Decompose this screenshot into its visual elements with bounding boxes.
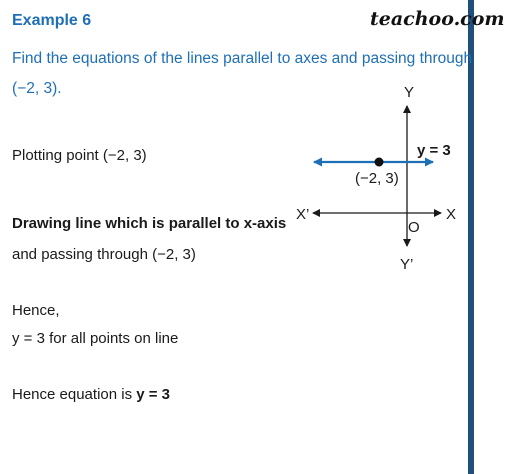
hence-text: Hence, — [12, 302, 60, 319]
origin-label: O — [408, 219, 420, 236]
equation-result: y = 3 — [136, 386, 171, 403]
question-line-1: Find the equations of the lines parallel to axes and passing through — [12, 50, 473, 67]
all-points-text: y = 3 for all points on line — [12, 330, 179, 347]
teachoo-logo: teachoo.com — [370, 8, 505, 30]
y-axis-label: Y — [404, 84, 415, 101]
line-label: y = 3 — [417, 142, 451, 159]
equation-prefix: Hence equation is — [12, 386, 137, 403]
question-line-2: (−2, 3). — [12, 80, 62, 97]
x-neg-axis-label: X’ — [296, 206, 310, 223]
point-marker — [375, 158, 384, 167]
point-label: (−2, 3) — [355, 170, 399, 187]
passing-text: and passing through (−2, 3) — [12, 246, 196, 263]
plotting-text: Plotting point (−2, 3) — [12, 147, 147, 164]
drawing-heading-text: Drawing line which is parallel to x-axis — [12, 215, 287, 232]
example-title: Example 6 — [12, 12, 92, 29]
x-axis-label: X — [446, 206, 457, 223]
y-neg-axis-label: Y’ — [400, 256, 414, 273]
